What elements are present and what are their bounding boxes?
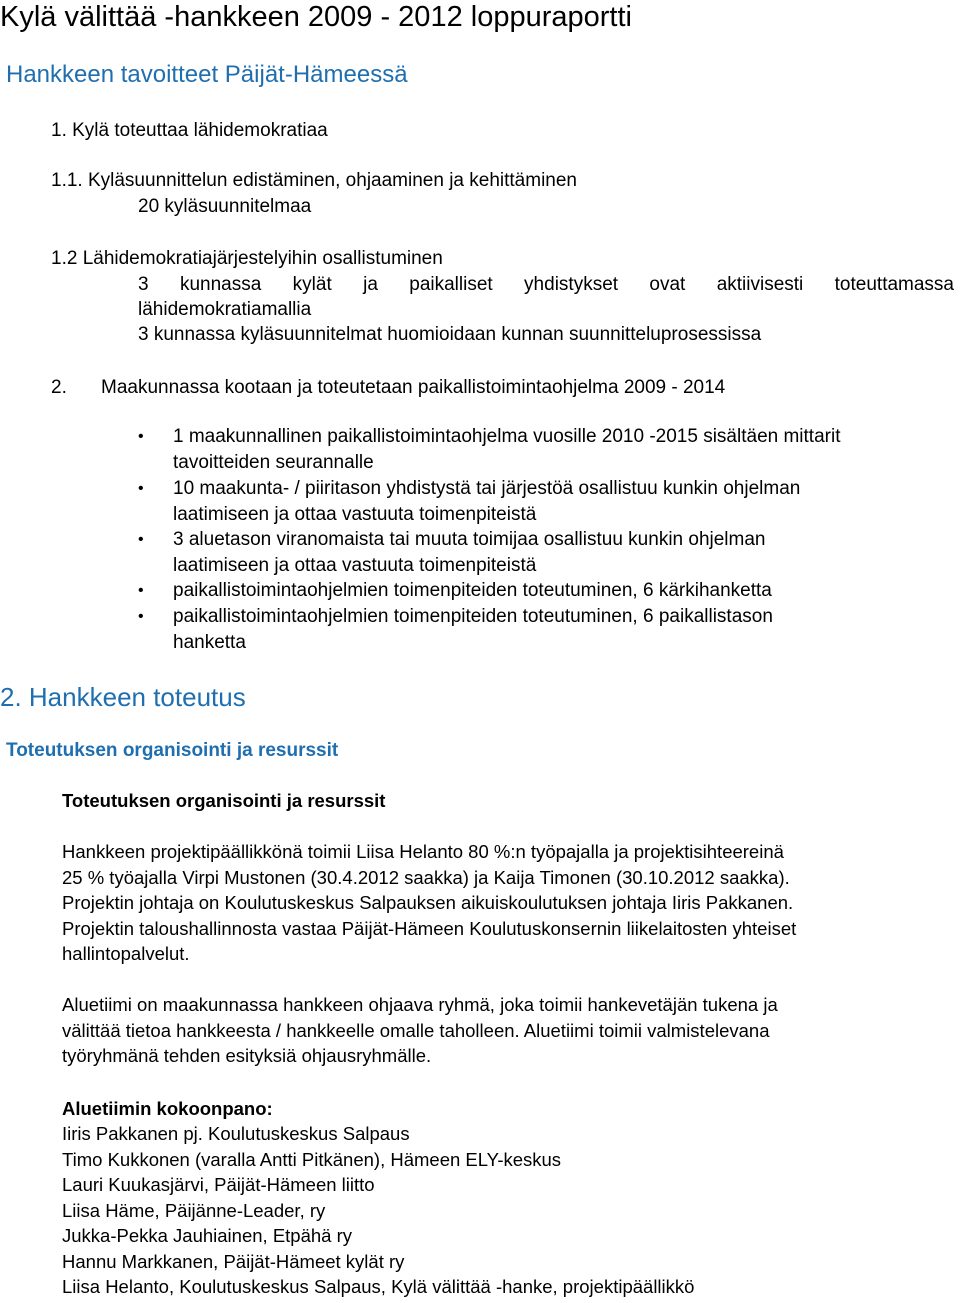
- members-list: [62, 1121, 952, 1300]
- goal-item-1-2-line2: lähidemokratiamallia: [138, 299, 312, 320]
- bullet-item-text: hanketta: [173, 631, 246, 653]
- goal-item-1-1-sub: 20 kyläsuunnitelmaa: [138, 196, 312, 217]
- paragraph-line: työryhmänä tehden esityksiä ohjausryhmälle.: [62, 1045, 432, 1066]
- paragraph-project-staff: [62, 839, 952, 967]
- paragraph-line: Projektin johtaja on Koulutuskeskus Salpauksen aikuiskoulutuksen johtaja Iiris Pakkanen.: [62, 892, 794, 913]
- paragraph-line: Hankkeen projektipäällikkönä toimii Liisa Helanto 80 %:n työpajalla ja projektisihteereinä: [62, 841, 784, 862]
- paragraph-line: Aluetiimi on maakunnassa hankkeen ohjaava ryhmä, joka toimii hankevetäjän tukena ja: [62, 994, 778, 1015]
- goal-item-2-text: Maakunnassa kootaan ja toteutetaan paikallistoimintaohjelma 2009 - 2014: [101, 377, 726, 398]
- bullet-item-text: tavoitteiden seurannalle: [173, 451, 374, 473]
- goal-item-1-2-line3: 3 kunnassa kyläsuunnitelmat huomioidaan kunnan suunnitteluprosessissa: [138, 324, 762, 345]
- bullet-item-text: paikallistoimintaohjelmien toimenpiteiden toteutuminen, 6 paikallistason: [173, 606, 773, 627]
- member-item: Jukka-Pekka Jauhiainen, Etpähä ry: [62, 1225, 353, 1246]
- bullet-item-text: laatimiseen ja ottaa vastuuta toimenpiteistä: [173, 554, 537, 576]
- subheading-organisation: Toteutuksen organisointi ja resurssit: [6, 740, 339, 761]
- member-item: Liisa Helanto, Koulutuskeskus Salpaus, Kylä välittää -hanke, projektipäällikkö: [62, 1276, 695, 1297]
- paragraph-line: välittää tietoa hankkeesta / hankkeelle omalle taholleen. Aluetiimi toimii valmistelevana: [62, 1019, 770, 1041]
- paragraph-line: 25 % työajalla Virpi Mustonen (30.4.2012 saakka) ja Kaija Timonen (30.10.2012 saakka).: [62, 866, 790, 888]
- bullet-item-text: paikallistoimintaohjelmien toimenpiteiden toteutuminen, 6 kärkihanketta: [173, 580, 772, 601]
- paragraph-area-team: [62, 992, 952, 1069]
- section-heading-goals: Hankkeen tavoitteet Päijät-Hämeessä: [6, 61, 408, 88]
- bullet-icon: •: [138, 428, 144, 445]
- paragraph-line: Projektin taloushallinnosta vastaa Päijät-Hämeen Koulutuskonsernin liikelaitosten yhteiset: [62, 917, 797, 939]
- page-title: Kylä välittää -hankkeen 2009 - 2012 loppuraportti: [0, 1, 632, 33]
- member-item: Lauri Kuukasjärvi, Päijät-Hämeen liitto: [62, 1174, 375, 1195]
- member-item: Iiris Pakkanen pj. Koulutuskeskus Salpaus: [62, 1123, 410, 1144]
- bullet-icon: •: [138, 480, 144, 497]
- inner-heading-organisation: Toteutuksen organisointi ja resurssit: [62, 790, 386, 811]
- members-heading: Aluetiimin kokoonpano:: [62, 1098, 273, 1119]
- bullet-item-text: 10 maakunta- / piiritason yhdistystä tai järjestöä osallistuu kunkin ohjelman: [173, 478, 801, 499]
- member-item: Hannu Markkanen, Päijät-Hämeet kylät ry: [62, 1250, 405, 1272]
- goal-item-1-2: 1.2 Lähidemokratiajärjestelyihin osallistuminen: [51, 248, 443, 269]
- paragraph-line: hallintopalvelut.: [62, 943, 190, 964]
- goal-item-1-1: 1.1. Kyläsuunnittelun edistäminen, ohjaaminen ja kehittäminen: [51, 170, 577, 191]
- goal-item-2-number: 2.: [51, 377, 67, 398]
- bullet-icon: •: [138, 531, 144, 548]
- goal-item-1-2-line1: 3 kunnassa kylät ja paikalliset yhdistykset ovat aktiivisesti toteuttamassa: [138, 274, 954, 295]
- bullet-icon: •: [138, 608, 144, 625]
- member-item: Liisa Häme, Päijänne-Leader, ry: [62, 1199, 326, 1221]
- goal-item-1: 1. Kylä toteuttaa lähidemokratiaa: [51, 120, 328, 141]
- section-heading-implementation: 2. Hankkeen toteutus: [0, 682, 246, 712]
- member-item: Timo Kukkonen (varalla Antti Pitkänen), Hämeen ELY-keskus: [62, 1148, 562, 1170]
- bullet-item-text: laatimiseen ja ottaa vastuuta toimenpiteistä: [173, 503, 537, 525]
- bullet-item-text: 3 aluetason viranomaista tai muuta toimijaa osallistuu kunkin ohjelman: [173, 529, 766, 550]
- bullet-icon: •: [138, 582, 144, 599]
- bullet-item-text: 1 maakunnallinen paikallistoimintaohjelma vuosille 2010 -2015 sisältäen mittarit: [173, 426, 841, 447]
